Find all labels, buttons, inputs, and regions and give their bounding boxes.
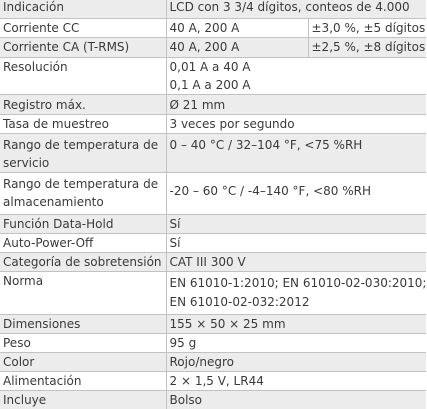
spec-value xyxy=(166,271,426,314)
spec-value: Rojo/negro xyxy=(166,352,426,371)
spec-label: Registro máx. xyxy=(0,94,166,114)
spec-label-line: Rango de temperatura de xyxy=(3,137,159,152)
spec-value: 95 g xyxy=(166,333,426,352)
spec-value: Ø 21 mm xyxy=(166,94,426,114)
spec-value: LCD con 3 3/4 dígitos, conteos de 4.000 xyxy=(166,0,426,18)
spec-label: Categoría de sobretensión xyxy=(0,252,166,271)
spec-value: Sí xyxy=(166,214,426,233)
spec-value: 40 A, 200 A xyxy=(166,18,308,37)
spec-label: Alimentación xyxy=(0,371,166,390)
spec-row-data-hold xyxy=(0,214,426,233)
spec-value: Bolso xyxy=(166,390,426,409)
spec-value-line: 0,01 A a 40 A xyxy=(169,59,251,74)
spec-accuracy: ±3,0 %, ±5 dígitos xyxy=(308,18,426,37)
spec-row-corriente-ca xyxy=(0,37,426,57)
spec-accuracy: ±2,5 %, ±8 dígitos xyxy=(308,37,426,57)
spec-row-alimentacion xyxy=(0,371,426,390)
spec-row-dimensiones xyxy=(0,314,426,333)
spec-row-temp-servicio xyxy=(0,133,426,172)
spec-row-incluye xyxy=(0,390,426,409)
spec-value: CAT III 300 V xyxy=(166,252,426,271)
spec-row-temp-almacenamiento xyxy=(0,172,426,214)
spec-label-line: Rango de temperatura de xyxy=(3,176,159,191)
spec-value: 40 A, 200 A xyxy=(166,37,308,57)
spec-value: 3 veces por segundo xyxy=(166,114,426,133)
spec-label xyxy=(0,133,166,172)
spec-row-registro-max xyxy=(0,94,426,114)
spec-label: Corriente CA (T-RMS) xyxy=(0,37,166,57)
spec-row-corriente-cc xyxy=(0,18,426,37)
spec-label: Auto-Power-Off xyxy=(0,233,166,252)
spec-row-indicacion xyxy=(0,0,426,18)
spec-label: Peso xyxy=(0,333,166,352)
spec-label: Incluye xyxy=(0,390,166,409)
spec-row-color xyxy=(0,352,426,371)
spec-row-norma xyxy=(0,271,426,314)
spec-value xyxy=(166,57,426,94)
spec-value: 155 × 50 × 25 mm xyxy=(166,314,426,333)
spec-label: Dimensiones xyxy=(0,314,166,333)
spec-row-tasa-muestreo xyxy=(0,114,426,133)
spec-value-line: EN 61010-1:2010; EN 61010-02-030:2010; xyxy=(169,275,426,290)
spec-label-line: almacenamiento xyxy=(3,194,104,209)
spec-label: Tasa de muestreo xyxy=(0,114,166,133)
spec-value: 2 × 1,5 V, LR44 xyxy=(166,371,426,390)
spec-row-peso xyxy=(0,333,426,352)
spec-value-line: 0,1 A a 200 A xyxy=(169,77,251,92)
spec-label: Corriente CC xyxy=(0,18,166,37)
spec-value: 0 – 40 °C / 32–104 °F, <75 %RH xyxy=(166,133,426,172)
spec-row-auto-power-off xyxy=(0,233,426,252)
spec-label: Norma xyxy=(0,271,166,314)
spec-value: -20 – 60 °C / -4–140 °F, <80 %RH xyxy=(166,172,426,214)
spec-value: Sí xyxy=(166,233,426,252)
spec-label: Resolución xyxy=(0,57,166,94)
spec-label xyxy=(0,172,166,214)
spec-label: Indicación xyxy=(0,0,166,18)
spec-value-line: EN 61010-02-032:2012 xyxy=(169,294,310,309)
spec-row-resolucion xyxy=(0,57,426,94)
spec-label: Función Data-Hold xyxy=(0,214,166,233)
spec-label: Color xyxy=(0,352,166,371)
spec-label-line: servicio xyxy=(3,155,50,170)
spec-row-categoria-sobretension xyxy=(0,252,426,271)
